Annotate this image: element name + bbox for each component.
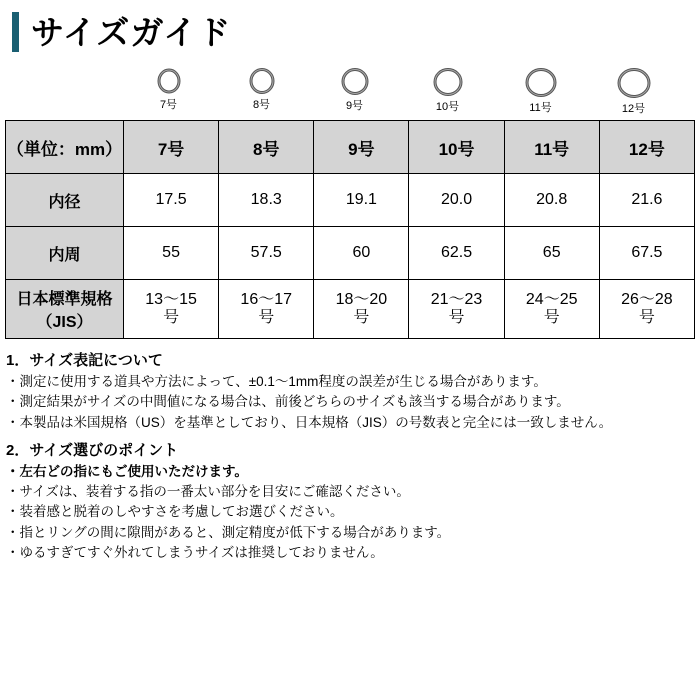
table-cell-line2: 号 [163,309,180,326]
table-header-cell: 10号 [409,121,504,174]
table-cell-line1: 26〜28 [621,290,673,308]
table-cell: 20.8 [504,174,599,227]
row-label-jis-line2: （JIS） [36,314,93,331]
notes-section1-heading: 1．サイズ表記について [6,352,163,369]
ring-illustration-cell [494,68,587,116]
notes-section2-heading: 2．サイズ選びのポイント [6,441,179,459]
note-line: ・指とリングの間に隙間があると、測定精度が低下する場合があります。 [6,524,451,540]
title-accent-bar [12,12,19,52]
note-line: ・測定結果がサイズの中間値になる場合は、前後どちらのサイズも該当する場合があります。 [6,394,570,410]
table-cell-line1: 16〜17 [240,290,293,308]
ring-illustration-row [5,68,695,116]
table-header-cell: 11号 [504,121,599,174]
table-cell [599,280,694,339]
note-line: ・左右どの指にもご使用いただけます。 [6,463,248,479]
table-row [6,280,695,339]
ring-illustration-icon [615,68,653,98]
table-cell: 65 [504,227,599,280]
note-line: ・サイズは、装着する指の一番太い部分を目安にご確認ください。 [6,484,410,499]
table-cell: 17.5 [124,174,219,227]
table-cell: 20.0 [409,174,504,227]
ring-illustration-cell [587,68,680,116]
row-label-inner-circumference: 内周 [6,227,124,280]
table-cell-line2: 号 [258,309,275,326]
ring-illustration-cell [401,68,494,116]
ring-illustration-cell [215,68,308,116]
table-header-cell: 9号 [314,121,409,174]
ring-size-label: 7号 [159,99,178,111]
row-label-inner-diameter: 内径 [6,174,124,227]
ring-illustration-icon [247,68,277,94]
ring-illustration-cell [308,68,401,116]
size-table [5,120,695,339]
table-cell: 18.3 [219,174,314,227]
notes-section [6,349,696,563]
table-cell: 57.5 [219,227,314,280]
ring-illustration-icon [523,68,559,97]
ring-illustration-icon [155,68,183,94]
table-row [6,227,695,280]
table-cell-line2: 号 [353,309,370,326]
table-cell: 21.6 [599,174,694,227]
ring-illustration-icon [339,68,371,95]
table-header-row [6,121,695,174]
table-cell: 19.1 [314,174,409,227]
ring-size-label: 9号 [345,100,364,112]
size-table-body [6,174,695,339]
table-cell: 67.5 [599,227,694,280]
note-line: ・ゆるすぎてすぐ外れてしまうサイズは推奨しておりません。 [6,544,384,560]
row-label-jis-line1: 日本標準規格 [16,291,113,308]
row-label-jis [6,280,124,339]
table-cell [409,280,504,339]
table-header-unit: （単位：mm） [6,121,124,174]
ring-size-label: 12号 [621,103,646,115]
table-cell-line2: 号 [638,309,655,326]
note-line: ・測定に使用する道具や方法によって、±0.1〜1mm程度の誤差が生じる場合があります。 [6,374,547,389]
page-title: サイズガイド [31,13,232,51]
table-cell: 62.5 [409,227,504,280]
table-header-cell: 7号 [124,121,219,174]
note-line: ・本製品は米国規格（US）を基準としており、日本規格（JIS）の号数表と完全には一致しません。 [6,414,613,430]
table-cell [314,280,409,339]
ring-size-label: 10号 [435,101,460,113]
table-row [6,174,695,227]
table-cell-line2: 号 [543,309,560,326]
table-cell [124,280,219,339]
table-cell-line2: 号 [448,309,465,326]
table-cell-line1: 18〜20 [335,290,388,308]
table-header-cell: 8号 [219,121,314,174]
ring-size-label: 8号 [252,99,271,111]
ring-size-label: 11号 [529,102,552,114]
page-title-row [0,0,700,58]
table-cell: 55 [124,227,219,280]
size-table-header [6,121,695,174]
table-cell-line1: 24〜25 [525,290,578,308]
ring-illustration-cell [122,68,215,116]
table-header-cell: 12号 [599,121,694,174]
table-cell-line1: 13〜15 [145,290,197,308]
table-cell: 60 [314,227,409,280]
table-cell-line1: 21〜23 [430,290,483,308]
ring-illustration-icon [431,68,465,96]
table-cell [504,280,599,339]
table-cell [219,280,314,339]
note-line: ・装着感と脱着のしやすさを考慮してお選びください。 [6,504,344,520]
